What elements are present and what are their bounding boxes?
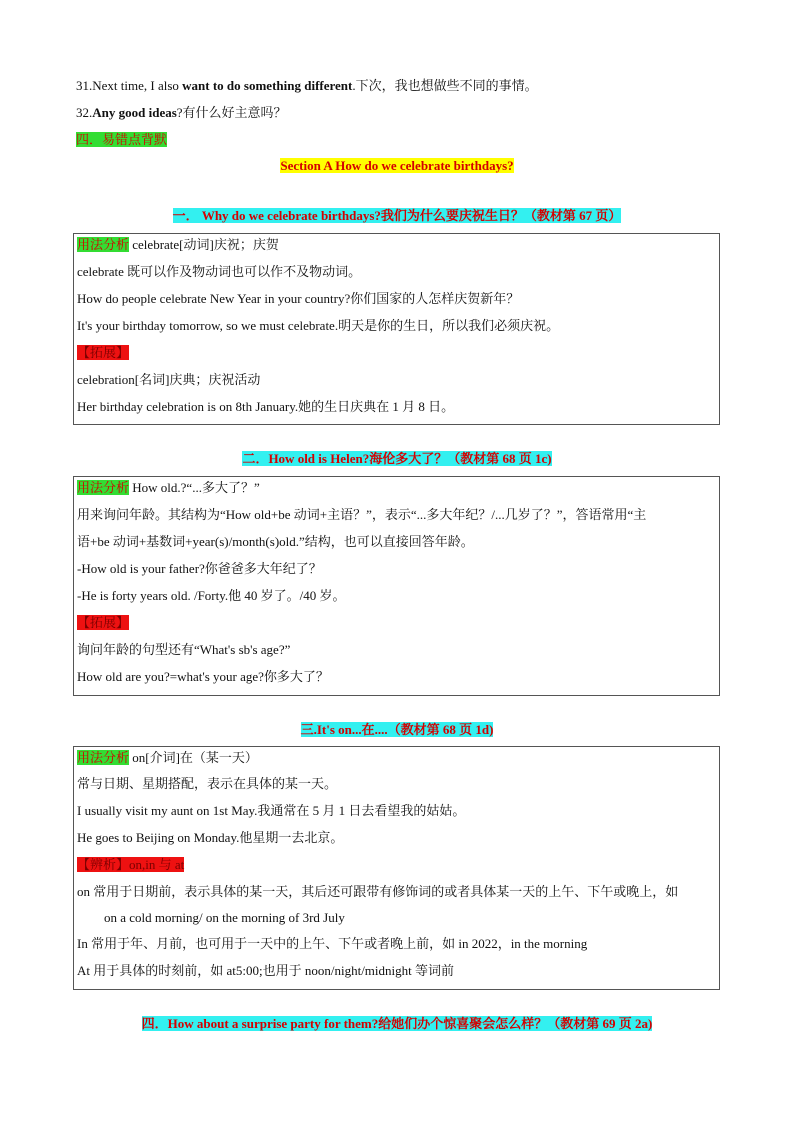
s2-usage-line: [77, 479, 260, 497]
s4-heading: [0, 1015, 794, 1033]
s3-diff-line: In 常用于年、月前，也可用于一天中的上午、下午或者晚上前，如 in 2022，in the morning: [77, 936, 588, 951]
s4-heading-text: 四．How about a surprise party for them?给她们办个惊喜聚会怎么样？（教材第 69 页 2a): [141, 1016, 653, 1031]
s2-text-line: 用来询问年龄。其结构为“How old+be 动词+主语？”，表示“...多大年纪？/...几岁了？”，答语常用“主: [77, 507, 647, 522]
s3-diff-line: on 常用于日期前，表示具体的某一天，其后还可跟带有修饰词的或者具体某一天的上午、下午或晚上，如: [77, 884, 679, 899]
s3-distinction-label: [77, 856, 184, 874]
sentence-32-prefix: 32.: [76, 105, 93, 120]
s3-text-line: He goes to Beijing on Monday.他星期一去北京。: [77, 830, 344, 845]
part4-label: [76, 131, 167, 149]
s1-ext-line: celebration[名词]庆典；庆祝活动: [77, 372, 261, 387]
s2-heading: [0, 450, 794, 468]
s3-text-line: 常与日期、星期搭配，表示在具体的某一天。: [77, 776, 338, 791]
usage-tag: 用法分析: [77, 750, 130, 765]
s2-box: [73, 476, 720, 696]
s3-heading: [0, 721, 794, 739]
s3-heading-text: 三.It's on...在....（教材第 68 页 1d): [300, 722, 494, 737]
s3-usage-head: on[介词]在（某一天）: [129, 750, 258, 765]
s3-box: [73, 746, 720, 990]
extension-tag: 【拓展】: [77, 345, 130, 360]
s2-text-line: -How old is your father?你爸爸多大年纪了？: [77, 561, 322, 576]
usage-tag: 用法分析: [77, 480, 130, 495]
s1-text-line: It's your birthday tomorrow, so we must celebrate.明天是你的生日，所以我们必须庆祝。: [77, 318, 560, 333]
s1-heading-text: 一． Why do we celebrate birthdays?我们为什么要庆祝生日？（教材第 67 页）: [172, 208, 622, 223]
distinction-tag: 【辨析】on,in 与 at: [77, 857, 185, 872]
sentence-31-prefix: 31.Next time, I also: [76, 78, 183, 93]
s1-extension-label: [77, 344, 129, 362]
s3-diff-line: on a cold morning/ on the morning of 3rd July: [104, 910, 345, 925]
sentence-31: [76, 77, 538, 95]
part4-label-text: 四．易错点背默: [76, 132, 168, 147]
s3-diff-line: At 用于具体的时刻前，如 at5:00;也用于 noon/night/midnight 等词前: [77, 963, 455, 978]
s1-box: [73, 233, 720, 425]
section-title-text: Section A How do we celebrate birthdays?: [280, 158, 514, 173]
s2-usage-head: How old.?“...多大了？”: [129, 480, 260, 495]
s1-ext-line: Her birthday celebration is on 8th January.她的生日庆典在 1 月 8 日。: [77, 399, 455, 414]
s1-text-line: celebrate 既可以作及物动词也可以作不及物动词。: [77, 264, 362, 279]
sentence-31-phrase: want to do something different: [182, 78, 353, 93]
sentence-32: [76, 104, 287, 122]
s2-ext-line: 询问年龄的句型还有“What's sb's age?”: [77, 642, 291, 657]
section-title: [0, 157, 794, 175]
usage-tag: 用法分析: [77, 237, 130, 252]
extension-tag: 【拓展】: [77, 615, 130, 630]
sentence-32-translation: ?有什么好主意吗？: [176, 105, 287, 120]
s2-text-line: 语+be 动词+基数词+year(s)/month(s)old.”结构，也可以直接回答年龄。: [77, 534, 474, 549]
sentence-31-translation: .下次，我也想做些不同的事情。: [352, 78, 538, 93]
s1-usage-head: celebrate[动词]庆祝；庆贺: [129, 237, 279, 252]
s1-usage-line: [77, 236, 279, 254]
s2-text-line: -He is forty years old. /Forty.他 40 岁了。/40 岁。: [77, 588, 346, 603]
s2-extension-label: [77, 614, 129, 632]
s1-heading: [0, 207, 794, 225]
s2-ext-line: How old are you?=what's your age?你多大了？: [77, 669, 329, 684]
s2-heading-text: 二．How old is Helen?海伦多大了？（教材第 68 页 1c): [242, 451, 552, 466]
s1-text-line: How do people celebrate New Year in your country?你们国家的人怎样庆贺新年？: [77, 291, 520, 306]
s3-text-line: I usually visit my aunt on 1st May.我通常在 5 月 1 日去看望我的姑姑。: [77, 803, 466, 818]
s3-usage-line: [77, 749, 258, 767]
sentence-32-phrase: Any good ideas: [92, 105, 177, 120]
